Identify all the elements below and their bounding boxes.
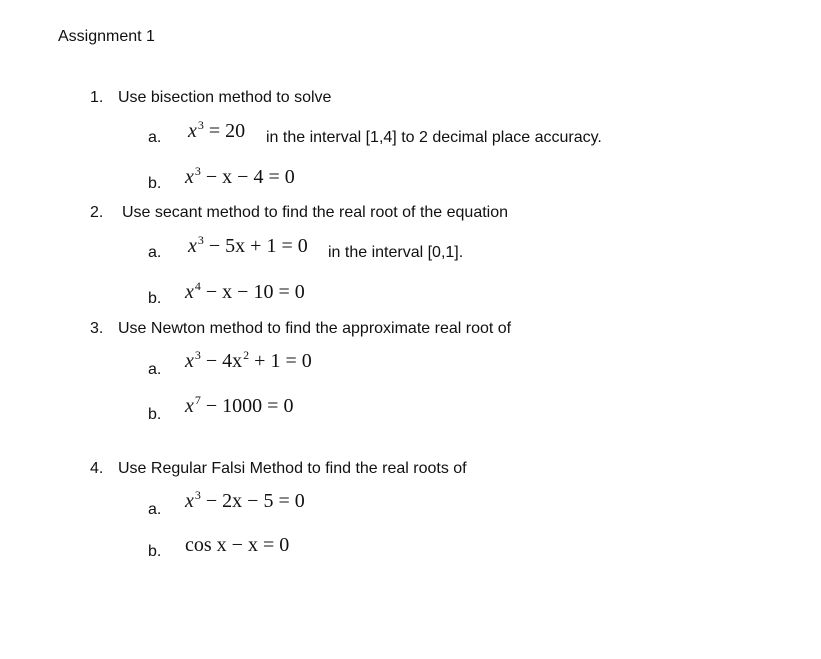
- question-4-text: Use Regular Falsi Method to find the real roots of: [118, 460, 467, 477]
- question-1-number: 1.: [90, 89, 104, 106]
- question-3-number: 3.: [90, 320, 104, 337]
- question-4a-equation: $x^3 - 2x - 5 = 0$: [185, 488, 305, 512]
- question-4b-label: b.: [148, 543, 162, 560]
- question-1-text: Use bisection method to solve: [118, 89, 332, 106]
- question-3-text: Use Newton method to find the approximate real root of: [118, 320, 512, 337]
- question-3b-label: b.: [148, 406, 162, 423]
- question-2-text: Use secant method to find the real root of the equation: [122, 204, 509, 221]
- question-2a-equation: $x^3 - 5x + 1 = 0$: [188, 233, 308, 257]
- question-3a-equation: $x^3 - 4x^2 + 1 = 0$: [185, 348, 312, 372]
- question-3a-label: a.: [148, 361, 162, 378]
- question-2a-label: a.: [148, 244, 162, 261]
- question-1a-equation: $x^3 = 20$: [188, 118, 246, 142]
- page-title: Assignment 1: [58, 28, 155, 45]
- question-2a-interval-text: in the interval [0,1].: [328, 244, 464, 261]
- question-4a-label: a.: [148, 501, 162, 518]
- question-4b-equation: cos x − x = 0: [185, 534, 290, 556]
- question-4-number: 4.: [90, 460, 104, 477]
- question-2-number: 2.: [90, 204, 104, 221]
- question-1b-equation: $x^3 - x - 4 = 0$: [185, 164, 295, 188]
- question-3b-equation: $x^7 - 1000 = 0$: [185, 393, 294, 417]
- question-2b-label: b.: [148, 290, 162, 307]
- question-1b-label: b.: [148, 175, 162, 192]
- question-2b-equation: $x^4 - x - 10 = 0$: [185, 279, 305, 303]
- question-1a-interval-text: in the interval [1,4] to 2 decimal place accuracy.: [266, 129, 602, 146]
- question-1a-label: a.: [148, 129, 162, 146]
